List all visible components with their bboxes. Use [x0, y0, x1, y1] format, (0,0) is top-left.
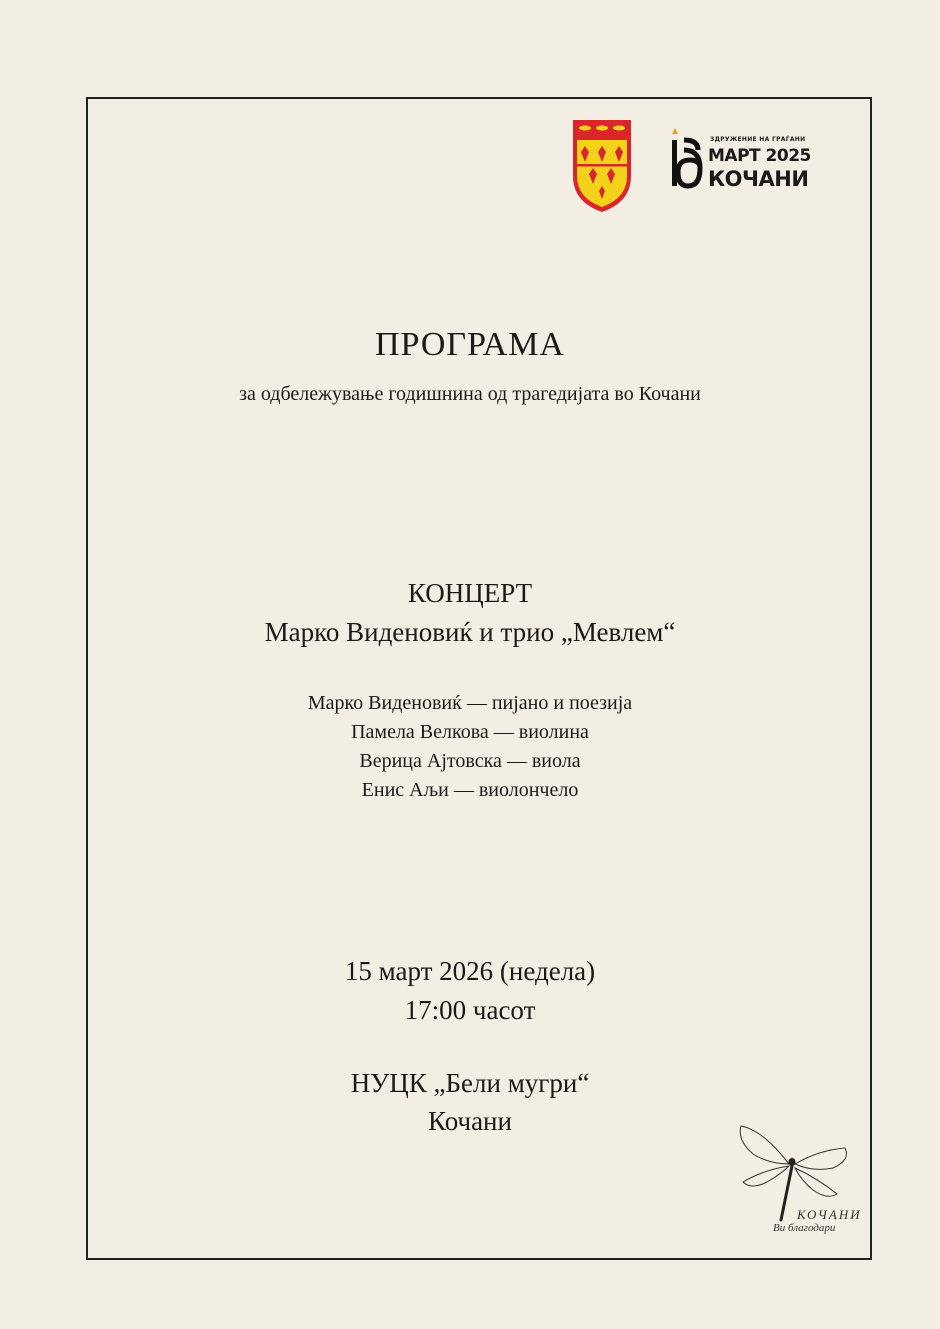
event-city: Кочани	[428, 1106, 512, 1136]
concert-heading: КОНЦЕРТ	[407, 578, 533, 608]
concert-name: Марко Виденовиќ и трио „Мевлем“	[264, 617, 676, 647]
footer-logo-city: КОЧАНИ	[797, 1207, 862, 1222]
memorial-org-text: ЗДРУЖЕНИЕ НА ГРАЃАНИ	[710, 136, 806, 143]
memorial-16-icon	[664, 126, 708, 196]
performer-item: Марко Виденовиќ — пијано и поезија	[307, 692, 633, 714]
page-title: ПРОГРАМА	[375, 326, 565, 363]
event-date: 15 март 2026 (недела)	[344, 956, 596, 986]
memorial-city-text: КОЧАНИ	[708, 167, 809, 191]
municipal-crest-icon	[571, 118, 633, 214]
performer-item: Верица Ајтовска — виола	[359, 750, 581, 772]
event-venue: НУЦК „Бели мугри“	[350, 1068, 590, 1098]
memorial-logo	[664, 126, 824, 196]
performer-item: Памела Велкова — виолина	[351, 721, 589, 743]
page-subtitle: за одбележување годишнина од трагедијата во Кочани	[239, 383, 701, 405]
performer-list	[0, 689, 940, 805]
footer-logo-thanks: Ви благодари	[773, 1222, 836, 1234]
memorial-date-text: МАРТ 2025	[708, 146, 811, 166]
performer-item: Енис Аљи — виолончело	[361, 779, 579, 801]
event-time: 17:00 часот	[404, 995, 536, 1025]
